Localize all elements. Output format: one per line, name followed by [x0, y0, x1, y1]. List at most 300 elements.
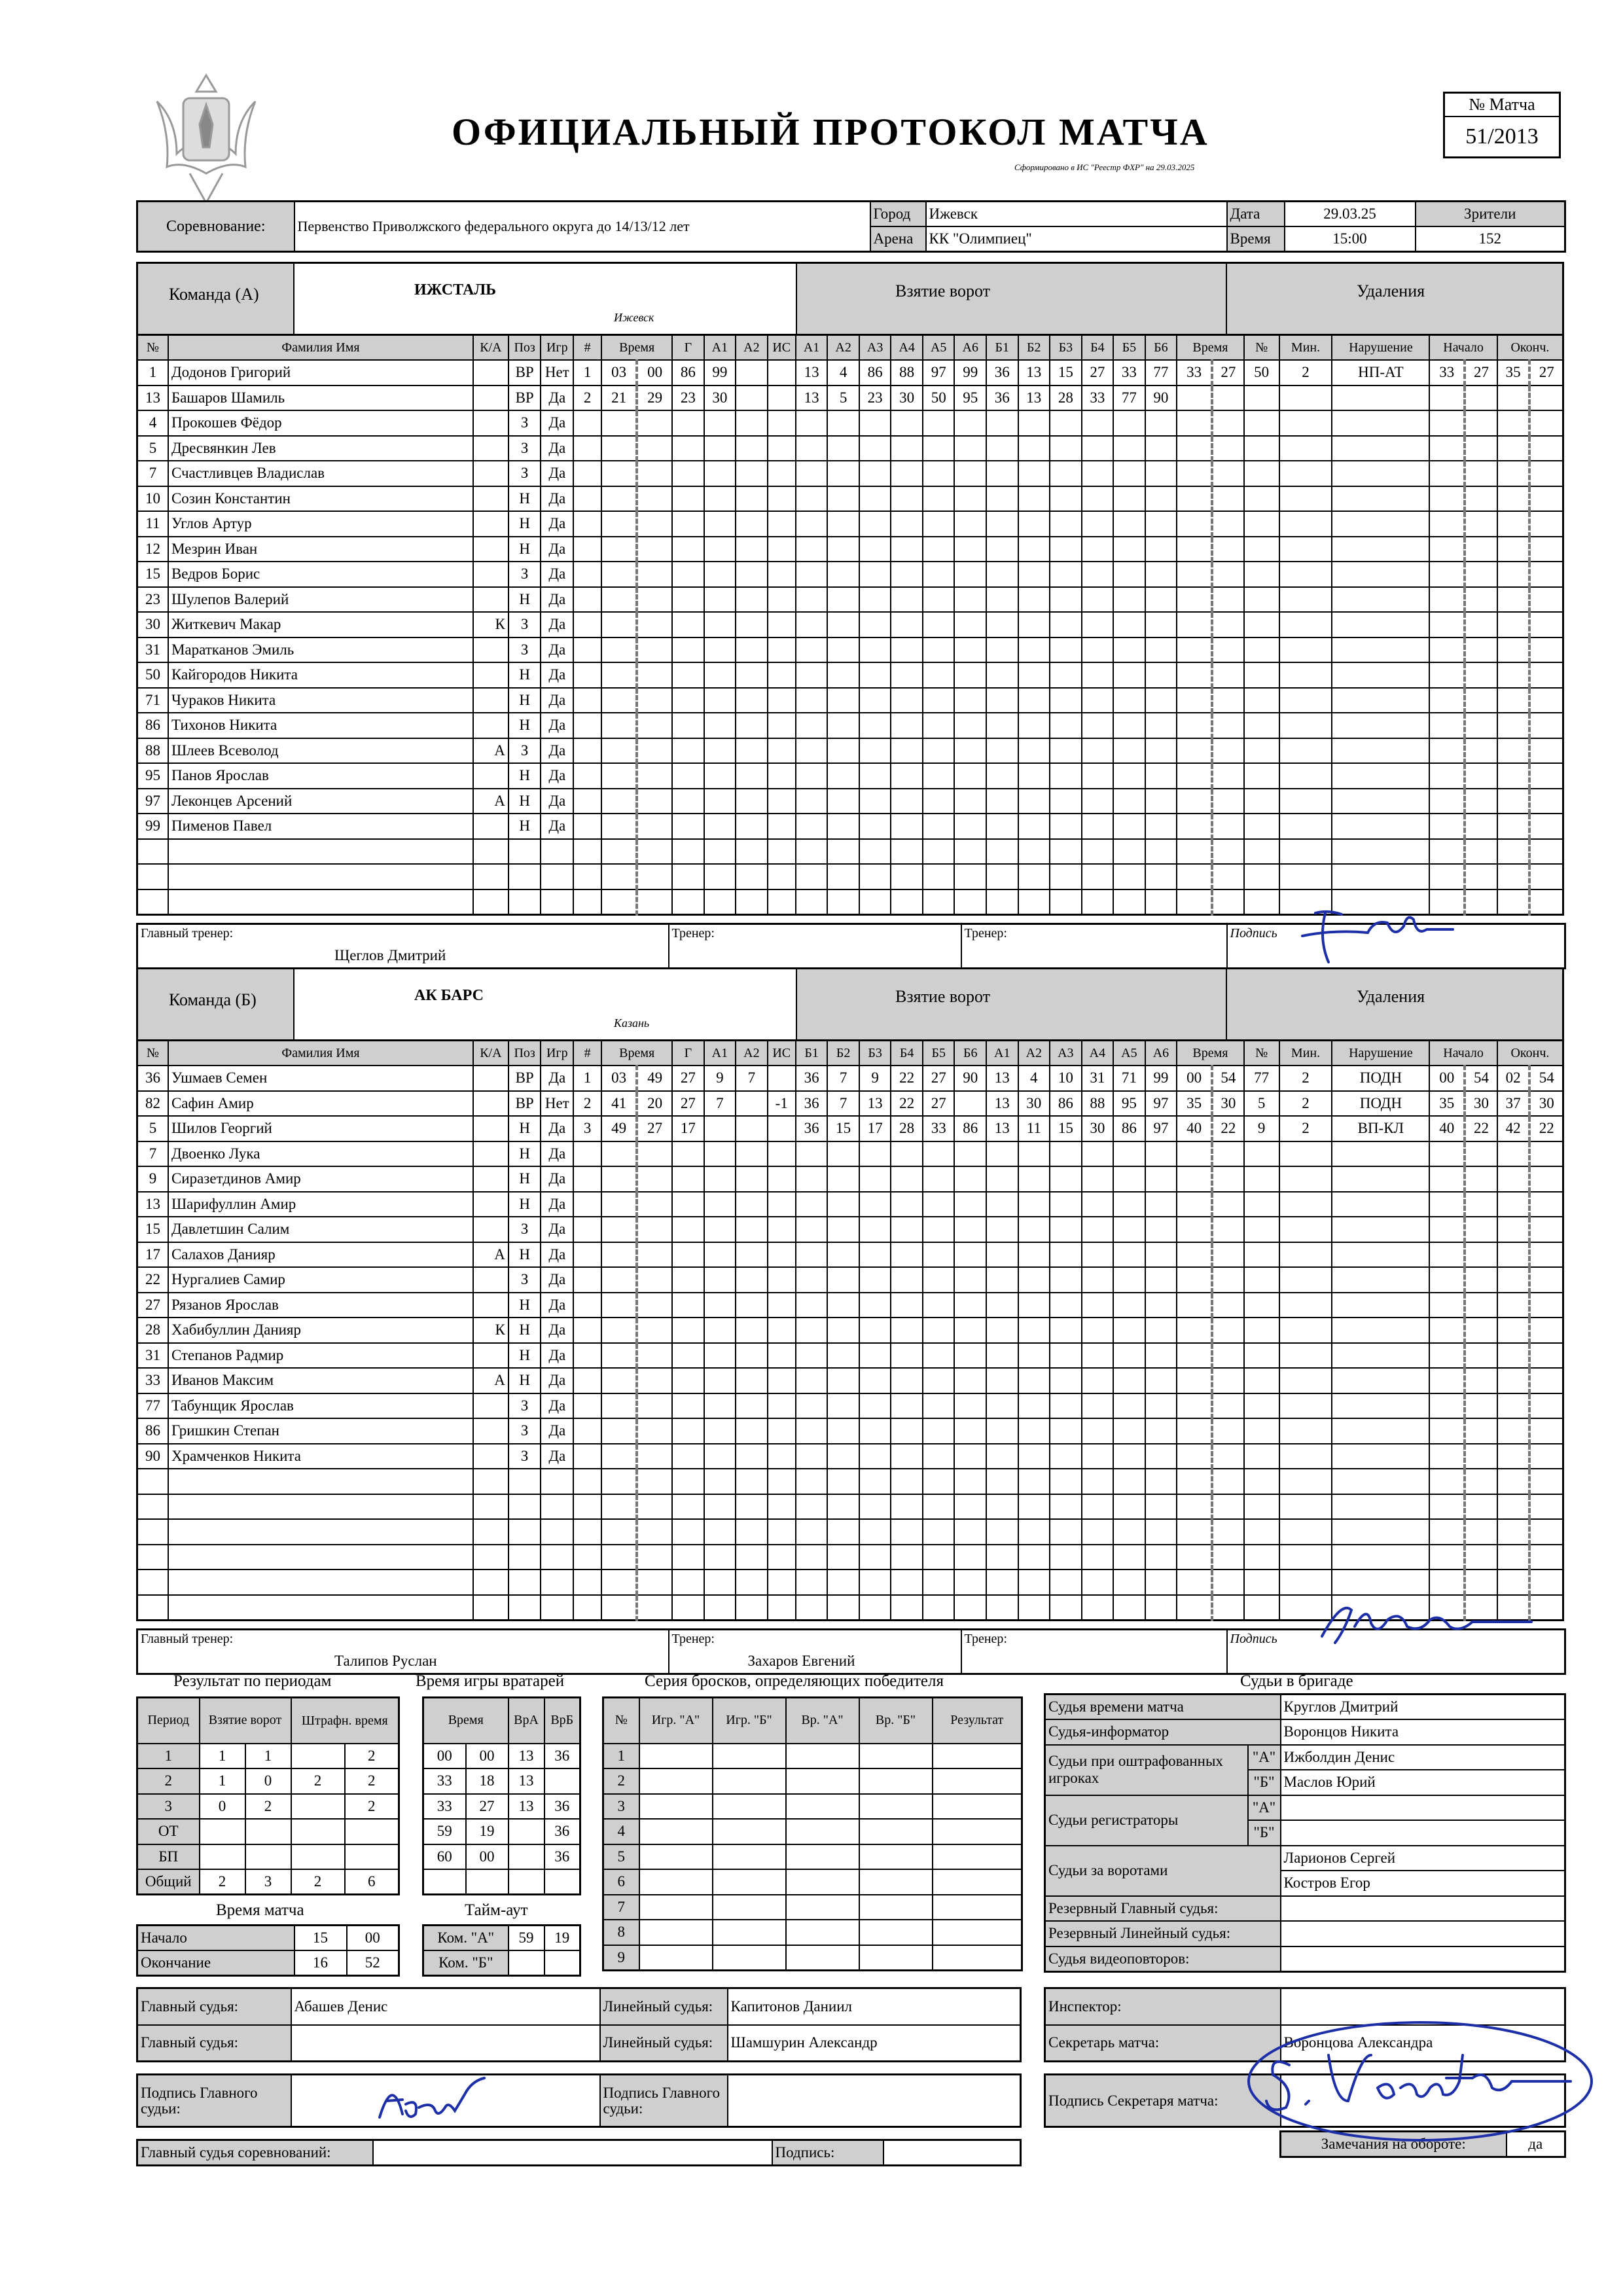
goal-cell — [986, 864, 1018, 889]
time-label: Время — [1227, 226, 1285, 252]
roster-row — [137, 1217, 1563, 1242]
penalty-cell — [1177, 1418, 1212, 1444]
penalty-cell — [1465, 410, 1497, 436]
player-played: Да — [541, 713, 573, 738]
team-a-head-coach-cell — [137, 924, 669, 969]
goal-cell — [1050, 1570, 1082, 1595]
goal-cell — [1018, 763, 1050, 789]
goal-cell — [573, 1469, 601, 1494]
team-b-divider — [1226, 967, 1227, 1039]
goal-cell — [859, 662, 891, 688]
goal-cell: 7 — [736, 1066, 768, 1091]
goal-cell — [601, 1519, 637, 1545]
shootout-row-num: 6 — [603, 1869, 639, 1895]
penalty-cell — [1332, 1418, 1429, 1444]
penalty-cell — [1212, 1242, 1244, 1268]
timeout-b-second — [544, 1950, 580, 1976]
penalty-cell — [1529, 814, 1563, 839]
penalty-cell — [1529, 1217, 1563, 1242]
goal-cell — [859, 864, 891, 889]
goal-cell — [1113, 889, 1145, 915]
player-name: Созин Константин — [168, 486, 473, 512]
goal-cell — [796, 1217, 828, 1242]
player-played — [541, 864, 573, 889]
team-b-roster-table — [136, 1039, 1564, 1621]
goal-cell — [954, 1418, 986, 1444]
goal-cell — [736, 1368, 768, 1393]
penalty-cell — [1279, 1217, 1332, 1242]
goal-cell — [1050, 1368, 1082, 1393]
head-coach-label: Главный тренер: — [141, 926, 234, 941]
goal-cell — [859, 1393, 891, 1419]
player-number: 36 — [137, 1066, 168, 1091]
goal-cell — [704, 1267, 736, 1293]
goal-cell — [1050, 612, 1082, 637]
goal-cell: 49 — [601, 1116, 637, 1141]
period-cell: 1 — [200, 1744, 245, 1769]
player-name: Сиразетдинов Амир — [168, 1166, 473, 1192]
goal-cell — [891, 1293, 923, 1318]
goal-cell — [827, 511, 859, 537]
goal-cell — [768, 562, 796, 587]
shootout-cell — [639, 1920, 713, 1945]
line-ref-label-2: Линейный судья: — [600, 2025, 728, 2062]
secretary-signature-icon — [1243, 2016, 1597, 2150]
comp-ref-label: Главный судья соревнований: — [137, 2140, 373, 2166]
coach-label: Тренер: — [671, 1632, 715, 1646]
goal-cell — [1145, 1368, 1177, 1393]
penalty-cell — [1429, 1519, 1465, 1545]
penalty-cell — [1429, 511, 1465, 537]
goal-cell — [672, 410, 704, 436]
goal-cell — [573, 562, 601, 587]
penalty-cell — [1529, 1192, 1563, 1217]
goal-cell — [768, 789, 796, 814]
goal-cell — [1145, 738, 1177, 764]
penalty-cell — [1177, 738, 1212, 764]
goal-cell — [923, 1267, 955, 1293]
player-played: Да — [541, 1343, 573, 1369]
goal-cell — [1113, 1293, 1145, 1318]
goal-cell — [672, 1595, 704, 1621]
goal-cell — [704, 436, 736, 461]
goal-cell — [736, 1444, 768, 1469]
goal-cell — [954, 1595, 986, 1621]
goal-cell: 41 — [601, 1091, 637, 1117]
penalty-cell — [1529, 1570, 1563, 1595]
shootout-cell — [713, 1768, 786, 1794]
player-played: Да — [541, 1418, 573, 1444]
goal-cell — [1113, 688, 1145, 713]
goal-cell — [768, 511, 796, 537]
played-header: Игр — [541, 335, 573, 361]
player-played: Да — [541, 1217, 573, 1242]
penalty-cell — [1279, 1418, 1332, 1444]
penalty-cell — [1279, 1267, 1332, 1293]
player-position: З — [508, 461, 541, 486]
onice-left-header: А5 — [923, 335, 955, 361]
goalie-cell: 19 — [466, 1819, 508, 1844]
player-played: Да — [541, 763, 573, 789]
penalty-cell — [1529, 864, 1563, 889]
player-number: 5 — [137, 436, 168, 461]
penalty-cell: 22 — [1465, 1116, 1497, 1141]
penalty-cell — [1332, 1494, 1429, 1520]
goal-cell: 03 — [601, 360, 637, 386]
goal-cell — [986, 612, 1018, 637]
penalty-cell — [1429, 1393, 1465, 1419]
goal-cell — [827, 662, 859, 688]
timeout-a-minute: 59 — [508, 1926, 544, 1951]
coach-label: Тренер: — [671, 926, 715, 941]
player-played: Да — [541, 1318, 573, 1343]
onice-right-header: А6 — [1145, 1041, 1177, 1066]
roster-row — [137, 1091, 1563, 1117]
goal-cell — [1082, 1519, 1114, 1545]
penalty-cell — [1429, 1469, 1465, 1494]
goal-cell — [796, 1418, 828, 1444]
goal-cell — [954, 537, 986, 562]
goal-cell — [827, 1242, 859, 1268]
goal-cell — [954, 410, 986, 436]
goal-cell — [827, 1545, 859, 1570]
player-played: Да — [541, 637, 573, 663]
goal-cell — [859, 1318, 891, 1343]
goal-cell — [768, 662, 796, 688]
shootout-cell — [786, 1895, 859, 1920]
goal-cell — [736, 662, 768, 688]
goal-cell: 95 — [954, 386, 986, 411]
player-position — [508, 1570, 541, 1595]
penalty-cell — [1177, 1242, 1212, 1268]
goal-cell — [573, 1368, 601, 1393]
goal-cell — [768, 587, 796, 613]
goal-cell — [1082, 461, 1114, 486]
goal-cell: 90 — [954, 1066, 986, 1091]
goal-cell — [954, 1519, 986, 1545]
goal-cell — [573, 1545, 601, 1570]
player-role — [473, 763, 508, 789]
goal-cell — [736, 763, 768, 789]
team-b-head-coach-cell — [137, 1630, 669, 1674]
penalty-cell — [1332, 612, 1429, 637]
goal-cell — [859, 814, 891, 839]
period-cell: БП — [137, 1844, 200, 1870]
goal-cell — [827, 889, 859, 915]
goal-cell — [923, 1570, 955, 1595]
goal-cell — [573, 688, 601, 713]
shootout-cell — [859, 1920, 933, 1945]
onice-right-header: Б5 — [1113, 335, 1145, 361]
goal-cell: 22 — [891, 1066, 923, 1091]
goal-cell — [1113, 1192, 1145, 1217]
goal-cell — [1082, 1595, 1114, 1621]
penalty-cell — [1279, 511, 1332, 537]
goal-cell: 22 — [891, 1091, 923, 1117]
shootout-cell — [786, 1819, 859, 1844]
team-b-goals-title: Взятие ворот — [895, 987, 991, 1006]
player-role — [473, 839, 508, 865]
goal-cell — [1145, 889, 1177, 915]
player-position: З — [508, 436, 541, 461]
goal-cell — [1082, 1141, 1114, 1167]
player-name: Кайгородов Никита — [168, 662, 473, 688]
shootout-cell — [713, 1794, 786, 1820]
goal-cell — [796, 1141, 828, 1167]
period-cell — [291, 1844, 345, 1870]
goal-cell — [573, 889, 601, 915]
goal-cell — [1082, 537, 1114, 562]
goal-cell — [601, 814, 637, 839]
goal-cell — [1145, 410, 1177, 436]
goal-cell — [954, 789, 986, 814]
goal-cell — [736, 789, 768, 814]
penalty-cell — [1497, 537, 1530, 562]
penalty-cell — [1279, 688, 1332, 713]
goal-cell — [796, 763, 828, 789]
player-role: К — [473, 1318, 508, 1343]
goal-cell: 86 — [1113, 1116, 1145, 1141]
goal-cell — [923, 1595, 955, 1621]
situation-header: ИС — [768, 335, 796, 361]
shootout-cell — [713, 1819, 786, 1844]
goal-cell — [573, 1293, 601, 1318]
goal-cell — [637, 1217, 672, 1242]
goal-cell — [1018, 1242, 1050, 1268]
penalty-cell — [1529, 587, 1563, 613]
penalty-cell — [1212, 1494, 1244, 1520]
player-name — [168, 1545, 473, 1570]
player-number: 95 — [137, 763, 168, 789]
goal-cell — [827, 587, 859, 613]
player-position — [508, 1595, 541, 1621]
shootout-cell — [933, 1819, 1022, 1844]
penalty-cell — [1212, 738, 1244, 764]
penalty-cell — [1279, 410, 1332, 436]
onice-left-header: А4 — [891, 335, 923, 361]
goal-cell — [1018, 587, 1050, 613]
onice-right-header: Б2 — [1018, 335, 1050, 361]
goal-cell — [573, 1343, 601, 1369]
goal-cell — [1050, 461, 1082, 486]
penalty-cell — [1465, 864, 1497, 889]
period-cell: 2 — [345, 1744, 399, 1769]
penalty-cell — [1244, 713, 1279, 738]
team-a-name-box — [293, 264, 797, 334]
shootout-cell — [859, 1945, 933, 1971]
team-a-label: Команда (А) — [169, 285, 259, 304]
penalty-cell — [1465, 662, 1497, 688]
match-end-label: Окончание — [137, 1950, 294, 1976]
goal-cell: 03 — [601, 1066, 637, 1091]
goalie-time-table — [422, 1696, 581, 1895]
goal-cell — [1145, 1343, 1177, 1369]
goal-cell — [637, 562, 672, 587]
goal-cell — [768, 1418, 796, 1444]
penalty-cell — [1429, 789, 1465, 814]
goal-cell: 33 — [923, 1116, 955, 1141]
player-position — [508, 1469, 541, 1494]
penalty-cell — [1465, 713, 1497, 738]
penalty-cell — [1332, 637, 1429, 663]
goal-cell — [1145, 1393, 1177, 1419]
goal-cell: 5 — [827, 386, 859, 411]
goal-cell — [736, 612, 768, 637]
goal-cell — [1113, 1217, 1145, 1242]
penalty-cell — [1244, 1166, 1279, 1192]
goal-cell — [601, 839, 637, 865]
penalty-cell — [1244, 763, 1279, 789]
player-role — [473, 1570, 508, 1595]
goal-cell — [1082, 562, 1114, 587]
goal-cell — [768, 1368, 796, 1393]
penalty-cell — [1429, 662, 1465, 688]
goal-cell — [704, 1444, 736, 1469]
goal-cell: 33 — [1082, 386, 1114, 411]
goal-cell — [637, 789, 672, 814]
goal-cell: 4 — [827, 360, 859, 386]
goal-cell — [768, 1545, 796, 1570]
penalty-cell — [1212, 587, 1244, 613]
goal-cell — [1082, 1166, 1114, 1192]
goal-cell — [954, 713, 986, 738]
penalty-cell — [1529, 410, 1563, 436]
goal-cell — [1113, 1519, 1145, 1545]
penalty-cell — [1244, 1494, 1279, 1520]
team-b-coach2-cell — [961, 1630, 1227, 1674]
goal-cell — [891, 864, 923, 889]
penalty-cell — [1332, 688, 1429, 713]
penalty-cell — [1429, 1418, 1465, 1444]
player-position: ВР — [508, 360, 541, 386]
goal-cell — [704, 864, 736, 889]
goal-cell — [637, 814, 672, 839]
pen-start-header: Начало — [1429, 335, 1497, 361]
referees-title: Судьи в бригаде — [1240, 1672, 1353, 1690]
goal-cell — [573, 1217, 601, 1242]
goal-cell — [573, 410, 601, 436]
penalty-cell — [1497, 889, 1530, 915]
shootout-cell — [859, 1768, 933, 1794]
timeout-b-minute — [508, 1950, 544, 1976]
penalty-cell: 54 — [1212, 1066, 1244, 1091]
roster-row — [137, 1141, 1563, 1167]
goal-scorer-header: Г — [672, 1041, 704, 1066]
penalty-cell — [1212, 688, 1244, 713]
player-played: Да — [541, 662, 573, 688]
goal-cell — [986, 1166, 1018, 1192]
goal-cell — [1050, 662, 1082, 688]
spectators-label: Зрители — [1416, 202, 1565, 227]
goal-cell — [891, 1494, 923, 1520]
penalty-cell — [1465, 789, 1497, 814]
goal-cell — [672, 864, 704, 889]
penalty-cell — [1332, 839, 1429, 865]
penalty-cell — [1497, 461, 1530, 486]
goal-cell — [672, 763, 704, 789]
date-label: Дата — [1227, 202, 1285, 227]
shootout-row-num: 5 — [603, 1844, 639, 1870]
goal-cell — [1082, 1418, 1114, 1444]
penalty-cell — [1244, 1217, 1279, 1242]
player-name — [168, 1469, 473, 1494]
goal-cell — [1082, 637, 1114, 663]
goal-cell — [796, 1494, 828, 1520]
player-name: Мезрин Иван — [168, 537, 473, 562]
goal-cell — [954, 1192, 986, 1217]
goal-cell — [891, 637, 923, 663]
goal-cell — [736, 1519, 768, 1545]
goal-cell — [573, 1519, 601, 1545]
goalie-time-header: Время — [423, 1698, 508, 1744]
goalie-cell — [508, 1819, 544, 1844]
goal-cell — [859, 713, 891, 738]
penalty-cell — [1497, 1368, 1530, 1393]
penalty-cell — [1529, 612, 1563, 637]
penalty-judge-a-label: "А" — [1248, 1745, 1281, 1770]
player-played: Нет — [541, 1091, 573, 1117]
name-header: Фамилия Имя — [168, 1041, 473, 1066]
goal-cell — [1145, 814, 1177, 839]
goal-cell — [1082, 1192, 1114, 1217]
goal-cell — [986, 763, 1018, 789]
goal-cell — [954, 1494, 986, 1520]
goal-cell — [736, 1217, 768, 1242]
penalty-cell — [1212, 713, 1244, 738]
goal-cell — [827, 789, 859, 814]
penalty-cell — [1244, 814, 1279, 839]
goal-cell — [796, 814, 828, 839]
penalty-cell — [1212, 1293, 1244, 1318]
goal-cell — [986, 461, 1018, 486]
penalty-cell: 00 — [1429, 1066, 1465, 1091]
goal-cell — [827, 688, 859, 713]
goal-cell — [1113, 1545, 1145, 1570]
goal-cell — [637, 763, 672, 789]
goal-cell — [923, 1217, 955, 1242]
penalty-judge-a: Ижболдин Денис — [1281, 1745, 1565, 1770]
player-position: Н — [508, 1166, 541, 1192]
penalty-cell — [1465, 386, 1497, 411]
team-a-coach2-cell — [961, 924, 1227, 969]
onice-right-header: Б4 — [1082, 335, 1114, 361]
goal-cell — [1018, 1595, 1050, 1621]
goal-cell — [923, 1494, 955, 1520]
goal-cell — [704, 1595, 736, 1621]
goal-cell — [891, 1545, 923, 1570]
goal-cell — [891, 1418, 923, 1444]
penalty-cell — [1465, 738, 1497, 764]
goal-cell — [923, 713, 955, 738]
player-played: Да — [541, 1242, 573, 1268]
goal-cell — [601, 738, 637, 764]
goal-cell — [1050, 1318, 1082, 1343]
penalty-cell — [1332, 1570, 1429, 1595]
player-name — [168, 839, 473, 865]
goal-cell — [1082, 864, 1114, 889]
goal-cell — [704, 713, 736, 738]
goal-cell — [954, 1545, 986, 1570]
goal-cell — [736, 1141, 768, 1167]
penalty-cell — [1497, 1469, 1530, 1494]
goal-cell — [736, 1192, 768, 1217]
shootout-row-num: 2 — [603, 1768, 639, 1794]
goal-cell — [736, 839, 768, 865]
goal-judge-2: Костров Егор — [1281, 1871, 1565, 1896]
shootout-cell — [933, 1895, 1022, 1920]
shootout-cell — [933, 1869, 1022, 1895]
penalty-cell — [1497, 864, 1530, 889]
